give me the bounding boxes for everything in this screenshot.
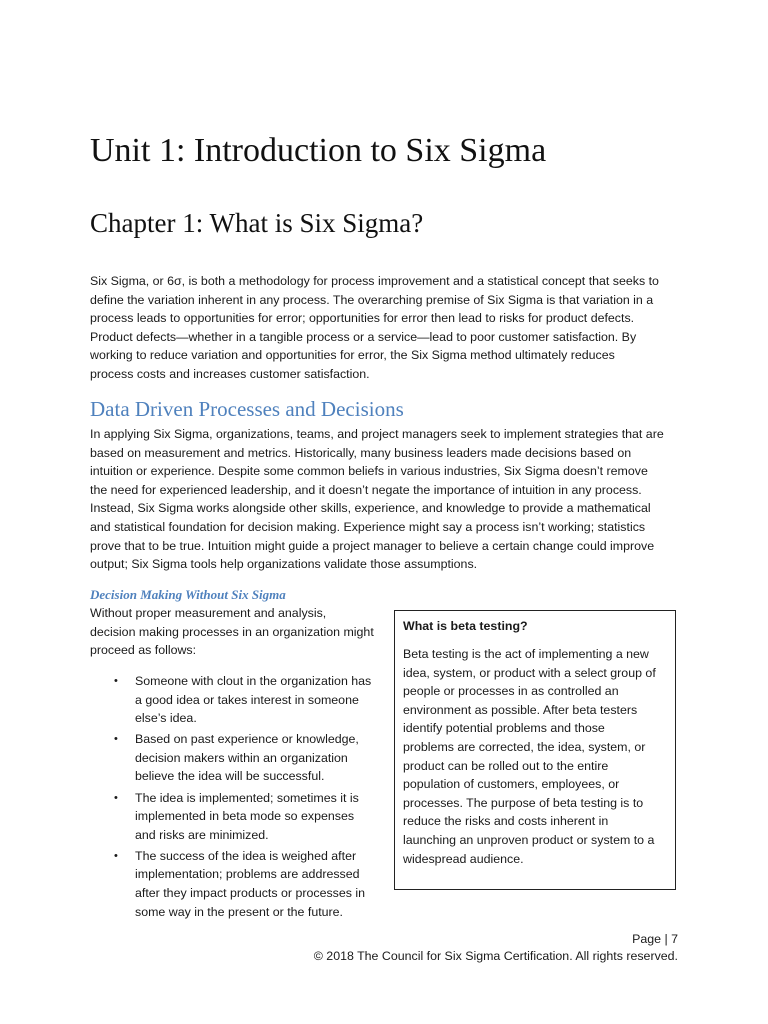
sidebar-line: population of customers, employees, or bbox=[403, 777, 620, 792]
sidebar-line: product can be rolled out to the entire bbox=[403, 758, 609, 773]
list-item bbox=[90, 730, 390, 786]
bullet-icon: • bbox=[114, 791, 118, 804]
list-item-line: decision makers within an organization bbox=[135, 750, 348, 765]
section-line: Instead, Six Sigma works alongside other skills, experience, and knowledge to provide a mathematical bbox=[90, 501, 651, 516]
page-number: Page | 7 bbox=[632, 932, 678, 946]
intro-line: working to reduce variation and opportunities for error, the Six Sigma method ultimately reduces bbox=[90, 348, 615, 363]
sidebar-line: environment as possible. After beta testers bbox=[403, 702, 638, 717]
section-line: based on measurement and metrics. Historically, many business leaders made decisions based on bbox=[90, 445, 632, 460]
subsection-intro-line: decision making processes in an organization might bbox=[90, 624, 374, 639]
list-item-line: and risks are minimized. bbox=[135, 827, 269, 842]
copyright-notice: © 2018 The Council for Six Sigma Certification. All rights reserved. bbox=[313, 949, 678, 963]
list-item-line: Someone with clout in the organization has bbox=[135, 674, 372, 688]
section-paragraph bbox=[90, 425, 678, 574]
subsection-intro-line: Without proper measurement and analysis, bbox=[90, 606, 327, 620]
section-heading: Data Driven Processes and Decisions bbox=[90, 397, 404, 421]
list-item-line: after they impact products or processes in bbox=[135, 886, 366, 901]
list-item-line: The success of the idea is weighed after bbox=[135, 848, 357, 863]
beta-testing-sidebar bbox=[394, 610, 676, 890]
intro-line: Product defects—whether in a tangible process or a service—lead to poor customer satisfaction. By bbox=[90, 329, 637, 344]
sidebar-title: What is beta testing? bbox=[403, 619, 528, 633]
section-line: prove that to be true. Intuition might guide a project manager to believe a certain change could improve bbox=[90, 538, 655, 553]
sidebar-line: Beta testing is the act of implementing a new bbox=[403, 647, 649, 661]
sidebar-line: problems are corrected, the idea, system, or bbox=[403, 739, 646, 754]
sidebar-body bbox=[403, 645, 667, 868]
list-item-line: believe the idea will be successful. bbox=[135, 769, 325, 784]
list-item bbox=[90, 789, 390, 845]
sidebar-line: idea, system, or product with a select group of bbox=[403, 665, 656, 680]
sidebar-line: reduce the risks and costs inherent in bbox=[403, 814, 609, 829]
list-item-line: some way in the present or the future. bbox=[135, 904, 343, 919]
section-line: and statistical foundation for decision making. Experience might say a process isn’t working; statistics bbox=[90, 519, 646, 534]
list-item bbox=[90, 672, 390, 728]
bullet-icon: • bbox=[114, 733, 118, 746]
intro-line: Six Sigma, or 6σ, is both a methodology for process improvement and a statistical concept that seeks to bbox=[90, 274, 659, 288]
bullet-icon: • bbox=[114, 849, 118, 862]
subsection-heading: Decision Making Without Six Sigma bbox=[90, 587, 286, 602]
unit-title: Unit 1: Introduction to Six Sigma bbox=[90, 132, 547, 169]
sidebar-line: identify potential problems and those bbox=[403, 721, 605, 736]
list-item-line: implemented in beta mode so expenses bbox=[135, 809, 355, 824]
section-line: output; Six Sigma tools help organizations validate those assumptions. bbox=[90, 557, 478, 572]
intro-paragraph bbox=[90, 272, 678, 384]
sidebar-line: widespread audience. bbox=[403, 851, 524, 866]
sidebar-line: processes. The purpose of beta testing is to bbox=[403, 795, 644, 810]
sidebar-line: launching an unproven product or system to a bbox=[403, 832, 655, 847]
decision-steps-list bbox=[90, 672, 390, 924]
section-line: In applying Six Sigma, organizations, teams, and project managers seek to implement strategies that are bbox=[90, 427, 664, 441]
list-item-line: The idea is implemented; sometimes it is bbox=[135, 790, 359, 805]
sidebar-line: people or processes in as controlled an bbox=[403, 684, 619, 699]
list-item-line: implementation; problems are addressed bbox=[135, 867, 360, 882]
subsection-intro-line: proceed as follows: bbox=[90, 643, 197, 658]
subsection-intro bbox=[90, 604, 390, 660]
intro-line: process costs and increases customer satisfaction. bbox=[90, 366, 370, 381]
chapter-title: Chapter 1: What is Six Sigma? bbox=[90, 208, 424, 238]
bullet-icon: • bbox=[114, 675, 118, 687]
list-item-line: Based on past experience or knowledge, bbox=[135, 732, 359, 747]
section-line: the need for experienced leadership, and it doesn’t negate the importance of intuition in any process. bbox=[90, 482, 642, 497]
list-item-line: a good idea or takes interest in someone bbox=[135, 692, 359, 707]
list-item bbox=[90, 847, 390, 921]
intro-line: process leads to opportunities for error; opportunities for error then lead to risks for product defects. bbox=[90, 311, 635, 326]
list-item-line: else’s idea. bbox=[135, 711, 197, 726]
section-line: intuition or experience. Despite some common beliefs in various industries, Six Sigma doesn’t remove bbox=[90, 464, 648, 479]
intro-line: define the variation inherent in any process. The overarching premise of Six Sigma is that variation in a bbox=[90, 292, 654, 307]
